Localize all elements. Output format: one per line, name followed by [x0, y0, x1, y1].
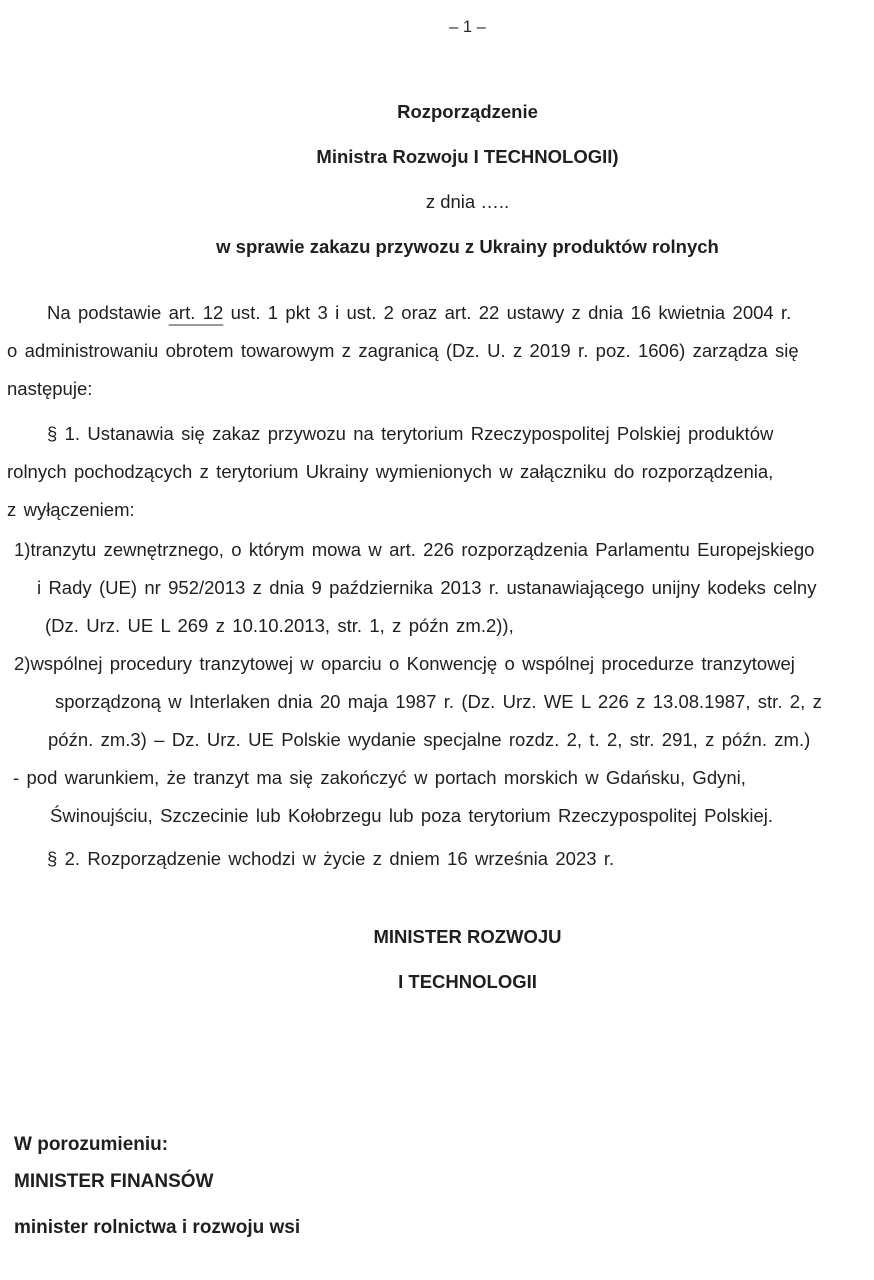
basis-prefix: Na podstawie	[47, 302, 169, 323]
condition-line-cont: Świnoujściu, Szczecinie lub Kołobrzegu lub poza terytorium Rzeczypospolitej Polskiej.	[50, 805, 773, 826]
list-item-1-cont: (Dz. Urz. UE L 269 z 10.10.2013, str. 1, z późn zm.2)),	[45, 615, 514, 636]
agreement-label: W porozumieniu:	[14, 1134, 169, 1155]
body-line: rolnych pochodzących z terytorium Ukrainy wymienionych w załączniku do rozporządzenia,	[7, 461, 774, 482]
title-line-date: z dnia …..	[425, 191, 510, 212]
list-item-2-cont: późn. zm.3) – Dz. Urz. UE Polskie wydanie specjalne rozdz. 2, t. 2, str. 291, z późn. zm.)	[48, 729, 811, 750]
paragraph-1-line: § 1. Ustanawia się zakaz przywozu na terytorium Rzeczypospolitej Polskiej produktów	[47, 423, 774, 444]
list-item-2: 2)wspólnej procedury tranzytowej w oparciu o Konwencję o wspólnej procedurze tranzytowej	[14, 653, 795, 674]
body-line: o administrowaniu obrotem towarowym z zagranicą (Dz. U. z 2019 r. poz. 1606) zarządza się	[7, 340, 799, 361]
body-line: z wyłączeniem:	[7, 499, 135, 520]
underlined-citation: art. 12	[168, 302, 224, 323]
agreement-minister-finance: MINISTER FINANSÓW	[14, 1171, 214, 1192]
condition-line: - pod warunkiem, że tranzyt ma się zakończyć w portach morskich w Gdańsku, Gdyni,	[13, 767, 746, 788]
list-item-2-cont: sporządzoną w Interlaken dnia 20 maja 1987 r. (Dz. Urz. WE L 226 z 13.08.1987, str. 2, z	[55, 691, 822, 712]
signature-minister-line: MINISTER ROZWOJU	[373, 926, 562, 947]
title-line-minister: Ministra Rozwoju I TECHNOLOGII)	[316, 146, 619, 167]
basis-suffix: ust. 1 pkt 3 i ust. 2 oraz art. 22 ustawy z dnia 16 kwietnia 2004 r.	[223, 302, 792, 323]
list-item-1-cont: i Rady (UE) nr 952/2013 z dnia 9 października 2013 r. ustanawiającego unijny kodeks celny	[37, 577, 817, 598]
list-item-1: 1)tranzytu zewnętrznego, o którym mowa w art. 226 rozporządzenia Parlamentu Europejskiego	[14, 539, 815, 560]
paragraph-2-line: § 2. Rozporządzenie wchodzi w życie z dniem 16 września 2023 r.	[47, 848, 615, 869]
paragraph-basis-line	[47, 300, 791, 326]
page-number: – 1 –	[449, 18, 486, 36]
agreement-minister-agriculture: minister rolnictwa i rozwoju wsi	[14, 1217, 301, 1238]
title-line-subject: w sprawie zakazu przywozu z Ukrainy produktów rolnych	[216, 236, 719, 257]
title-line-rozporzadzenie: Rozporządzenie	[397, 101, 538, 122]
signature-minister-line: I TECHNOLOGII	[398, 971, 537, 992]
body-line: następuje:	[7, 378, 93, 399]
